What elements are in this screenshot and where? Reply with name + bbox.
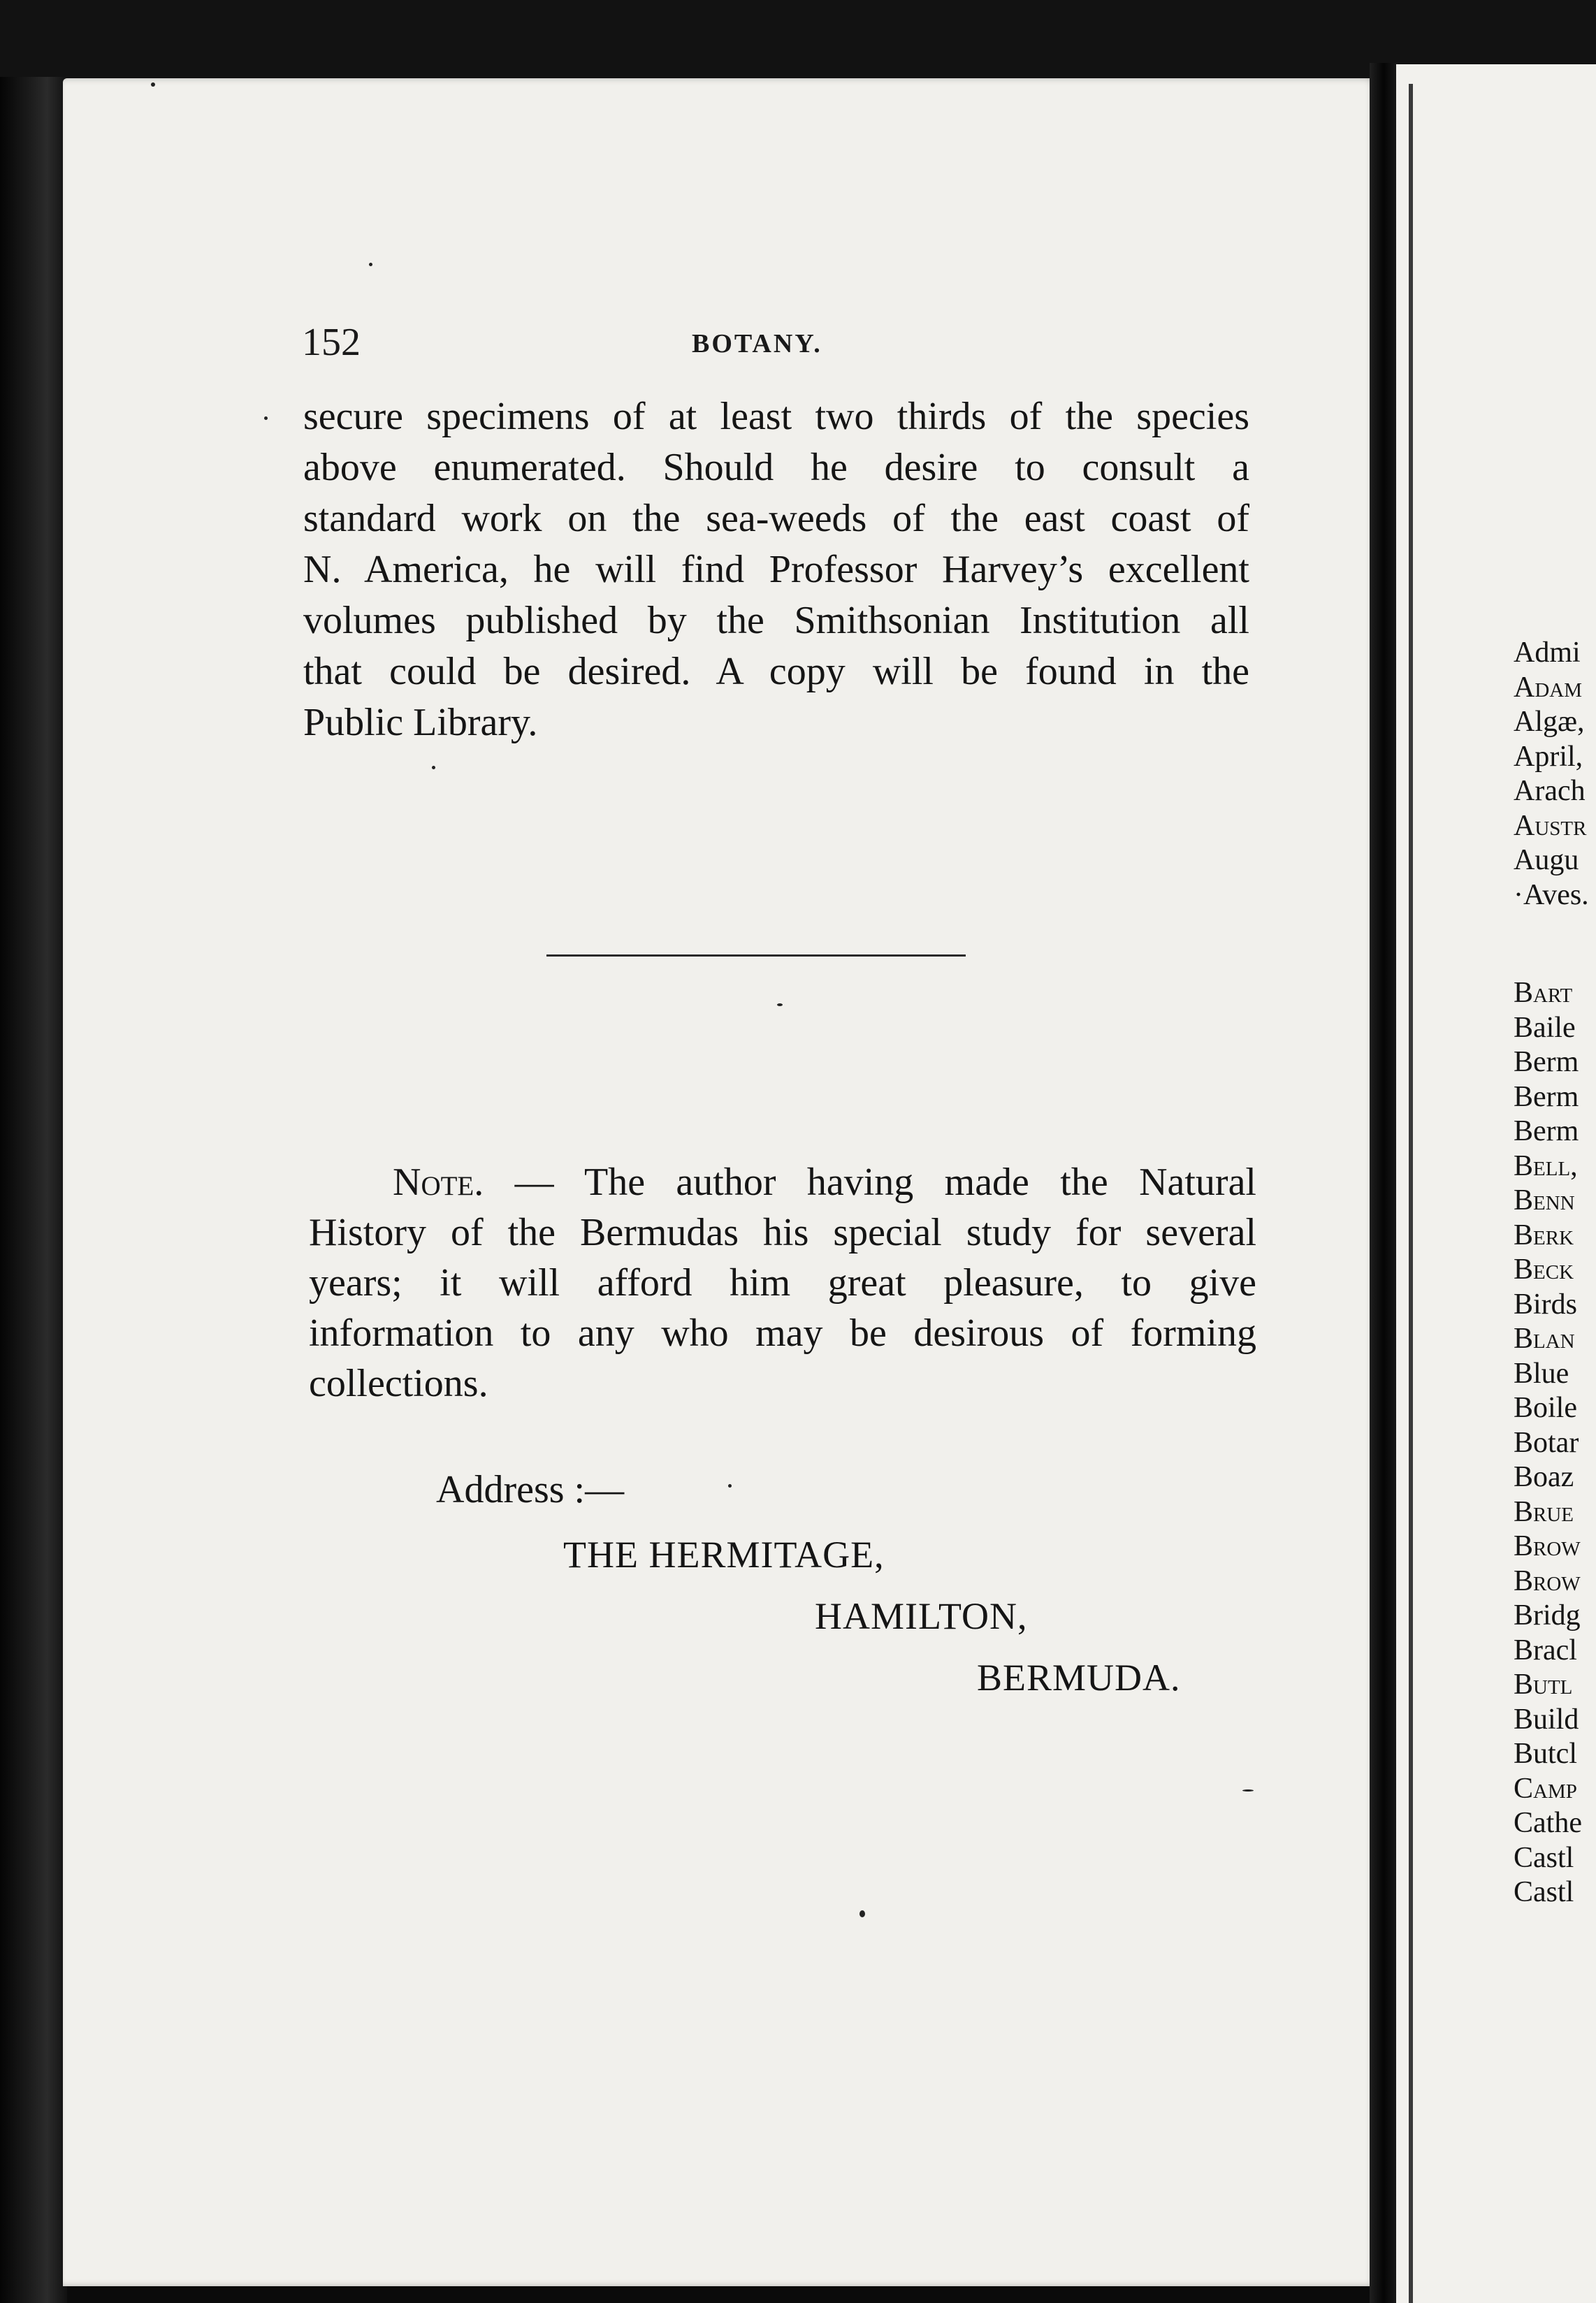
index-entry: April, <box>1514 740 1583 773</box>
body-line: volumes published by the Smithsonian Institution all <box>303 599 1249 642</box>
index-entry: Bracl <box>1514 1634 1577 1666</box>
index-entry: Blue <box>1514 1357 1569 1390</box>
index-entry: Brow <box>1514 1530 1581 1562</box>
index-entry: Cathe <box>1514 1807 1582 1839</box>
address-line-2: HAMILTON, <box>815 1595 1028 1637</box>
body-line: above enumerated. Should he desire to consult a <box>303 446 1249 489</box>
note-line: History of the Bermudas his special study for several <box>309 1211 1256 1254</box>
index-entry: Beck <box>1514 1254 1574 1286</box>
scan-speck <box>369 263 372 266</box>
index-entry: Castl <box>1514 1841 1574 1874</box>
index-entry: Berm <box>1514 1080 1579 1113</box>
scan-speck <box>1242 1789 1254 1792</box>
address-line-3: BERMUDA. <box>977 1657 1181 1699</box>
index-entry: Botar <box>1514 1426 1579 1459</box>
facing-page-index <box>1514 636 1589 1910</box>
body-line: that could be desired. A copy will be found in the <box>303 650 1249 693</box>
note-label: Note. <box>393 1161 484 1204</box>
index-entry: Boaz <box>1514 1461 1574 1493</box>
note-line: collections. <box>309 1362 488 1405</box>
note-paragraph <box>309 1157 1256 1409</box>
address-label: Address :— <box>436 1468 625 1511</box>
scan-speck <box>264 416 268 420</box>
index-entry: Blan <box>1514 1323 1575 1355</box>
index-entry: Bridg <box>1514 1599 1581 1632</box>
index-entry: Baile <box>1514 1011 1576 1044</box>
index-entry: Benn <box>1514 1184 1575 1216</box>
scan-speck <box>151 82 155 87</box>
index-entry: Algæ, <box>1514 706 1585 738</box>
note-line: information to any who may be desirous of forming <box>309 1312 1256 1355</box>
body-line: N. America, he will find Professor Harvey’s excellent <box>303 548 1249 591</box>
index-entry: Camp <box>1514 1772 1577 1805</box>
book-gutter <box>1370 63 1398 2303</box>
index-entry: Boile <box>1514 1392 1577 1424</box>
index-entry: Augu <box>1514 844 1579 876</box>
scan-speck <box>728 1484 732 1488</box>
index-entry: Castl <box>1514 1876 1574 1908</box>
index-entry: Butcl <box>1514 1738 1577 1770</box>
index-entry: Bell, <box>1514 1149 1578 1182</box>
note-line <box>309 1157 1256 1207</box>
address-line-1: THE HERMITAGE, <box>563 1534 885 1576</box>
note-line-text: — The author having made the Natural <box>484 1161 1256 1204</box>
index-entry: ·Aves. <box>1514 878 1589 911</box>
scan-speck <box>859 1910 865 1917</box>
index-entry: Berm <box>1514 1046 1579 1078</box>
scan-background-top <box>0 0 1596 84</box>
index-entry: Adam <box>1514 671 1583 704</box>
right-page-border <box>1409 84 1413 2303</box>
section-divider <box>546 954 966 957</box>
body-paragraph <box>303 391 1249 748</box>
index-entry: Berk <box>1514 1219 1574 1251</box>
scan-speck <box>777 1003 783 1006</box>
body-line: standard work on the sea-weeds of the east coast of <box>303 497 1249 540</box>
scan-speck <box>432 766 435 769</box>
index-entry: Admi <box>1514 637 1581 669</box>
index-entry: Butl <box>1514 1669 1573 1701</box>
index-entry: Arach <box>1514 775 1586 807</box>
index-entry: Build <box>1514 1703 1579 1736</box>
note-line: years; it will afford him great pleasure, to give <box>309 1261 1256 1305</box>
body-line: secure specimens of at least two thirds of the species <box>303 395 1249 438</box>
index-entry: Bart <box>1514 977 1573 1009</box>
book-spine-edge <box>0 77 67 2303</box>
index-gap <box>1514 913 1589 976</box>
index-entry: Birds <box>1514 1288 1578 1321</box>
index-entry: Berm <box>1514 1115 1579 1147</box>
index-entry: Brue <box>1514 1495 1574 1528</box>
running-head: BOTANY. <box>692 329 822 358</box>
body-line: Public Library. <box>303 701 538 744</box>
page-number: 152 <box>302 321 361 364</box>
index-entry: Brow <box>1514 1564 1581 1597</box>
index-entry: Austr <box>1514 809 1587 842</box>
